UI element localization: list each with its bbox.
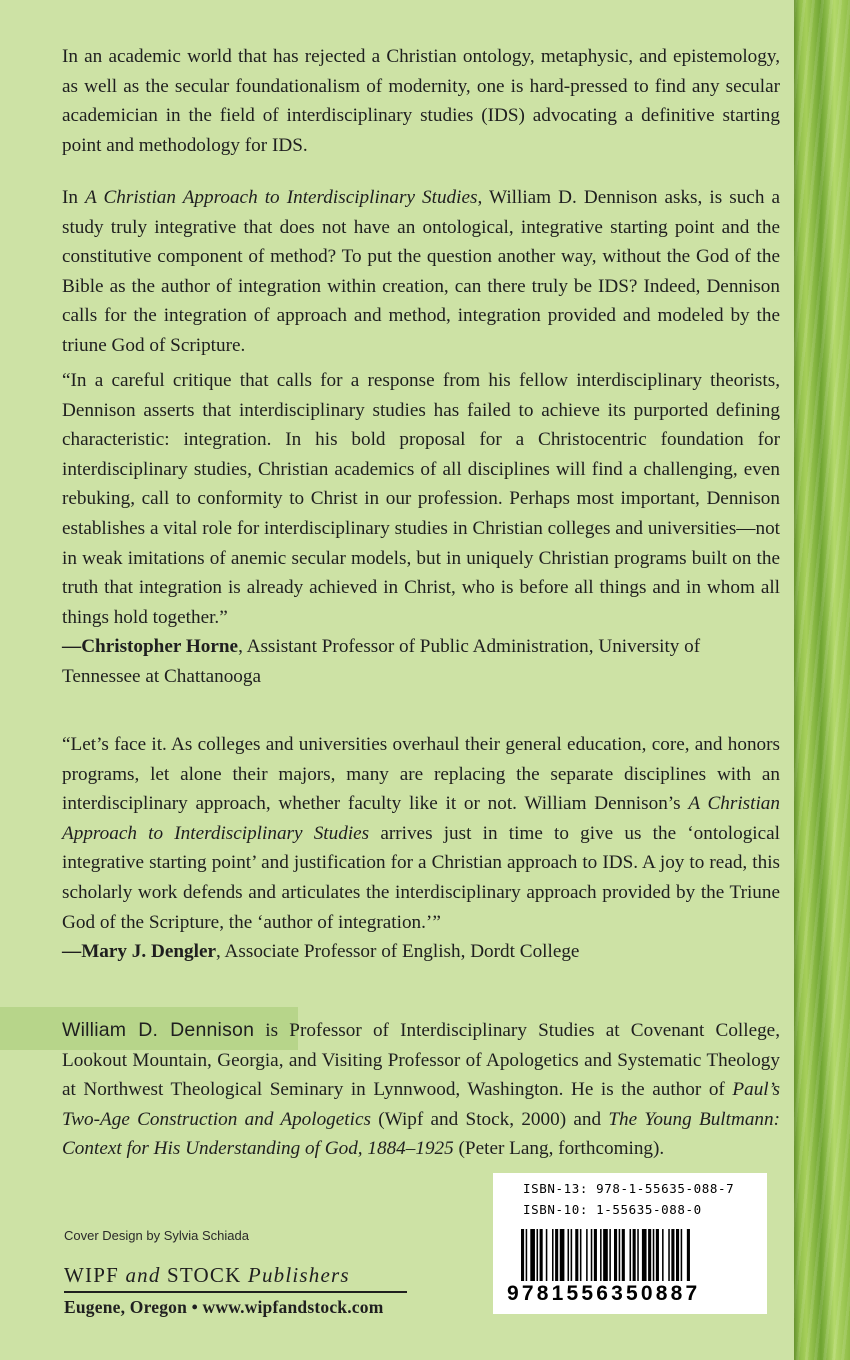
intro-paragraph: In an academic world that has rejected a Christian ontology, metaphysic, and epistemology, as well as the secular foundationalism of modernity, one is hard-pressed to find any secular academician in the field of interdisciplinary studies (IDS) advocating a definitive starting point and methodology for IDS. [62, 46, 780, 156]
barcode-bar [687, 1229, 690, 1281]
endorsement-horne [62, 366, 780, 692]
barcode-bar [630, 1229, 632, 1281]
barcode-bar [681, 1229, 683, 1281]
barcode-bar [653, 1229, 655, 1281]
barcode-bar [671, 1229, 674, 1281]
author-bio: William D. Dennison is Professor of Interdisciplinary Studies at Covenant College, Lookout Mountain, Georgia, and Visiting Professor of Apologetics and Systematic Theology at Northwest Theological Seminary in Lynnwood, Washington. He is the author of Paul’s Two-Age Construction and Apologetics (Wipf and Stock, 2000) and The Young Bultmann: Context for His Understanding of God, 1884–1925 (Peter Lang, forthcoming). [62, 1019, 780, 1160]
barcode-bar [648, 1229, 651, 1281]
barcode-bar [676, 1229, 679, 1281]
barcode-bar [571, 1229, 573, 1281]
barcode-bar [609, 1229, 611, 1281]
leaf-texture-strip [794, 0, 850, 1360]
barcode-bar [668, 1229, 670, 1281]
barcode-bar [622, 1229, 625, 1281]
barcode-bar [619, 1229, 621, 1281]
barcode-bar [530, 1229, 535, 1281]
publisher-rule [64, 1291, 407, 1293]
barcode-bar [586, 1229, 588, 1281]
endorsement-quote: “In a careful critique that calls for a response from his fellow interdisciplinary theorists, Dennison asserts that interdisciplinary studies has failed to achieve its purported defining characteristic: integration. In his bold proposal for a Christocentric foundation for interdisciplinary studies, Christian academics of all disciplines will find a challenging, even rebuking, call to conformity to Christ in our profession. Perhaps most important, Dennison establishes a vital role for interdisciplinary studies in Christian colleges and universities—not in weak imitations of anemic secular models, but in uniquely Christian programs built on the truth that integration is already achieved in Christ, who is before all things and in whom all things hold together.” [62, 370, 780, 628]
endorser-name: Mary J. Dengler [81, 941, 216, 963]
publisher-name: WIPF and STOCK Publishers [64, 1263, 350, 1287]
barcode-bar [603, 1229, 608, 1281]
barcode-digits: 9781556350887 [507, 1282, 701, 1305]
barcode-bar [575, 1229, 578, 1281]
endorsement-attribution: —Christopher Horne, Assistant Professor of Public Administration, University of Tennessee at Chattanooga [62, 636, 701, 687]
publisher-address: Eugene, Oregon • www.wipfandstock.com [64, 1297, 384, 1317]
barcode-bar [662, 1229, 664, 1281]
barcode-bar [642, 1229, 647, 1281]
barcode-bar [594, 1229, 597, 1281]
endorsement-attribution: —Mary J. Dengler, Associate Professor of English, Dordt College [62, 941, 580, 963]
isbn-barcode-box [493, 1173, 767, 1314]
barcode-bar [552, 1229, 554, 1281]
barcode-bar [568, 1229, 570, 1281]
barcode-bar [591, 1229, 593, 1281]
publisher-logo [64, 1263, 409, 1318]
barcode-bar [600, 1229, 602, 1281]
barcode-bar [580, 1229, 582, 1281]
isbn-13: ISBN-13: 978-1-55635-088-7 [523, 1181, 735, 1196]
barcode-bar [537, 1229, 539, 1281]
book-title: A Christian Approach to Interdisciplinary Studies [62, 793, 780, 844]
barcode-bar [521, 1229, 524, 1281]
barcode-bar [546, 1229, 548, 1281]
endorser-name: Christopher Horne [81, 636, 239, 658]
barcode-bar [526, 1229, 528, 1281]
barcode-bar [656, 1229, 659, 1281]
barcode-bar [614, 1229, 617, 1281]
barcode-bar [540, 1229, 543, 1281]
barcode-bar [633, 1229, 636, 1281]
barcode-bar [637, 1229, 639, 1281]
isbn-10: ISBN-10: 1-55635-088-0 [523, 1202, 702, 1217]
barcode-bar [560, 1229, 565, 1281]
barcode-bar [555, 1229, 558, 1281]
endorsement-quote: “Let’s face it. As colleges and universities overhaul their general education, core, and honors programs, let alone their majors, many are replacing the separate disciplines with an interdisciplinary approach, whether faculty like it or not. William Dennison’s A Christian Approach to Interdisciplinary Studies arrives just in time to give us the ‘ontological integrative starting point’ and justification for a Christian approach to IDS. A joy to read, this scholarly work defends and articulates the interdisciplinary approach provided by the Triune God of the Scripture, the ‘author of integration.’” [62, 734, 780, 933]
author-name: William D. Dennison [62, 1019, 255, 1041]
endorsement-dengler [62, 730, 780, 967]
summary-paragraph: In A Christian Approach to Interdisciplinary Studies, William D. Dennison asks, is such a study truly integrative that does not have an ontological, integrative starting point and the constitutive component of method? To put the question another way, without the God of the Bible as the author of integration within creation, can there truly be IDS? Indeed, Dennison calls for the integration of approach and method, integration provided and modeled by the triune God of Scripture. [62, 187, 780, 356]
barcode-icon [519, 1229, 743, 1281]
publisher-website: www.wipfandstock.com [202, 1297, 384, 1317]
cover-design-credit: Cover Design by Sylvia Schiada [64, 1228, 249, 1243]
book-title: A Christian Approach to Interdisciplinary Studies [85, 187, 478, 208]
